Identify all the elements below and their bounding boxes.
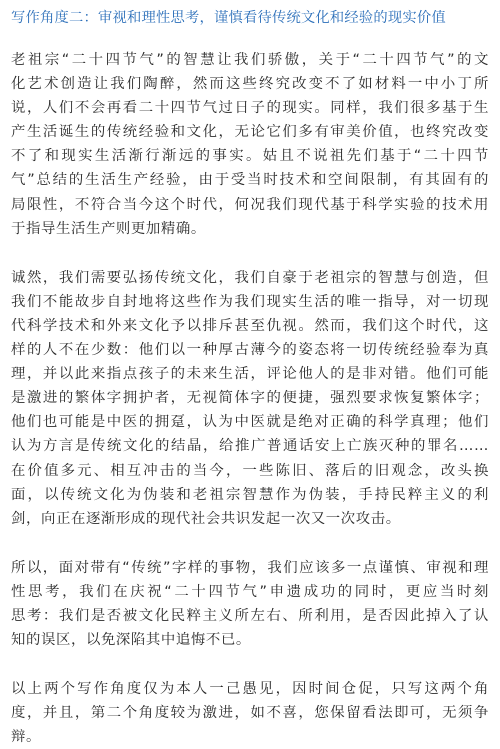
text-line: 代科学技术和外来文化予以排斥甚至仇视。然而，我们这个时代，这 — [11, 317, 489, 334]
text-line: 理，并以此来指点孩子的未来生活，评论他人的是非对错。他们可能 — [11, 366, 489, 383]
section-heading: 写作角度二：审视和理性思考，谨慎看待传统文化和经验的现实价值 — [11, 10, 446, 26]
text-line: 他们也可能是中医的拥趸，认为中医就是绝对正确的科学真理；他们 — [11, 414, 489, 431]
text-line: 以上两个写作角度仅为本人一己愚见，因时间仓促，只写这两个角 — [11, 681, 489, 698]
text-line: 说，人们不会再看二十四节气过日子的现实。同样，我们很多基于生 — [11, 100, 489, 117]
text-line: 面，以传统文化为伪装和老祖宗智慧作为伪装，手持民粹主义的利 — [11, 486, 489, 503]
text-line: 是激进的繁体字拥护者，无视简体字的便捷，强烈要求恢复繁体字； — [11, 390, 489, 407]
text-line: 产生活诞生的传统经验和文化，无论它们多有审美价值，也终究改变 — [11, 124, 489, 141]
text-line: 思考：我们是否被文化民粹主义所左右、所利用，是否因此掉入了认 — [11, 607, 489, 624]
paragraph-4 — [11, 677, 489, 749]
paragraph-3 — [11, 556, 489, 652]
text-line: 辩。 — [11, 729, 41, 746]
text-line: 我们不能故步自封地将这些作为我们现实生活的唯一指导，对一切现 — [11, 293, 489, 310]
text-line: 局限性，不符合当今这个时代，何况我们现代基于科学实验的技术用 — [11, 196, 489, 213]
text-line: 知的误区，以免深陷其中追悔不已。 — [11, 632, 251, 649]
text-line: 剑，向正在逐渐形成的现代社会共识发起一次又一次攻击。 — [11, 510, 401, 527]
paragraph-2 — [11, 266, 489, 531]
text-line: 气”总结的生活生产经验，由于受当时技术和空间限制，有其固有的 — [11, 172, 489, 189]
text-line: 所以，面对带有“传统”字样的事物，我们应该多一点谨慎、审视和理 — [11, 559, 489, 576]
text-line: 化艺术创造让我们陶醉，然而这些终究改变不了如材料一中小丁所 — [11, 76, 489, 93]
text-line: 度，并且，第二个角度较为激进，如不喜，您保留看法即可，无须争 — [11, 705, 489, 722]
text-line: 在价值多元、相互冲击的当今，一些陈旧、落后的旧观念，改头换 — [11, 462, 489, 479]
text-line: 性思考，我们在庆祝“二十四节气”申遗成功的同时，更应当时刻 — [11, 583, 489, 600]
text-line: 认为方言是传统文化的结晶，给推广普通话安上亡族灭种的罪名…… — [11, 438, 489, 455]
text-line: 老祖宗“二十四节气”的智慧让我们骄傲，关于“二十四节气”的文 — [11, 52, 489, 68]
text-line: 于指导生活生产则更加精确。 — [11, 220, 206, 237]
text-line: 诚然，我们需要弘扬传统文化，我们自豪于老祖宗的智慧与创造，但 — [11, 269, 489, 286]
text-line: 不了和现实生活渐行渐远的事实。姑且不说祖先们基于“二十四节 — [11, 148, 489, 165]
text-line: 样的人不在少数：他们以一种厚古薄今的姿态将一切传统经验奉为真 — [11, 342, 489, 359]
paragraph-1 — [11, 48, 489, 241]
